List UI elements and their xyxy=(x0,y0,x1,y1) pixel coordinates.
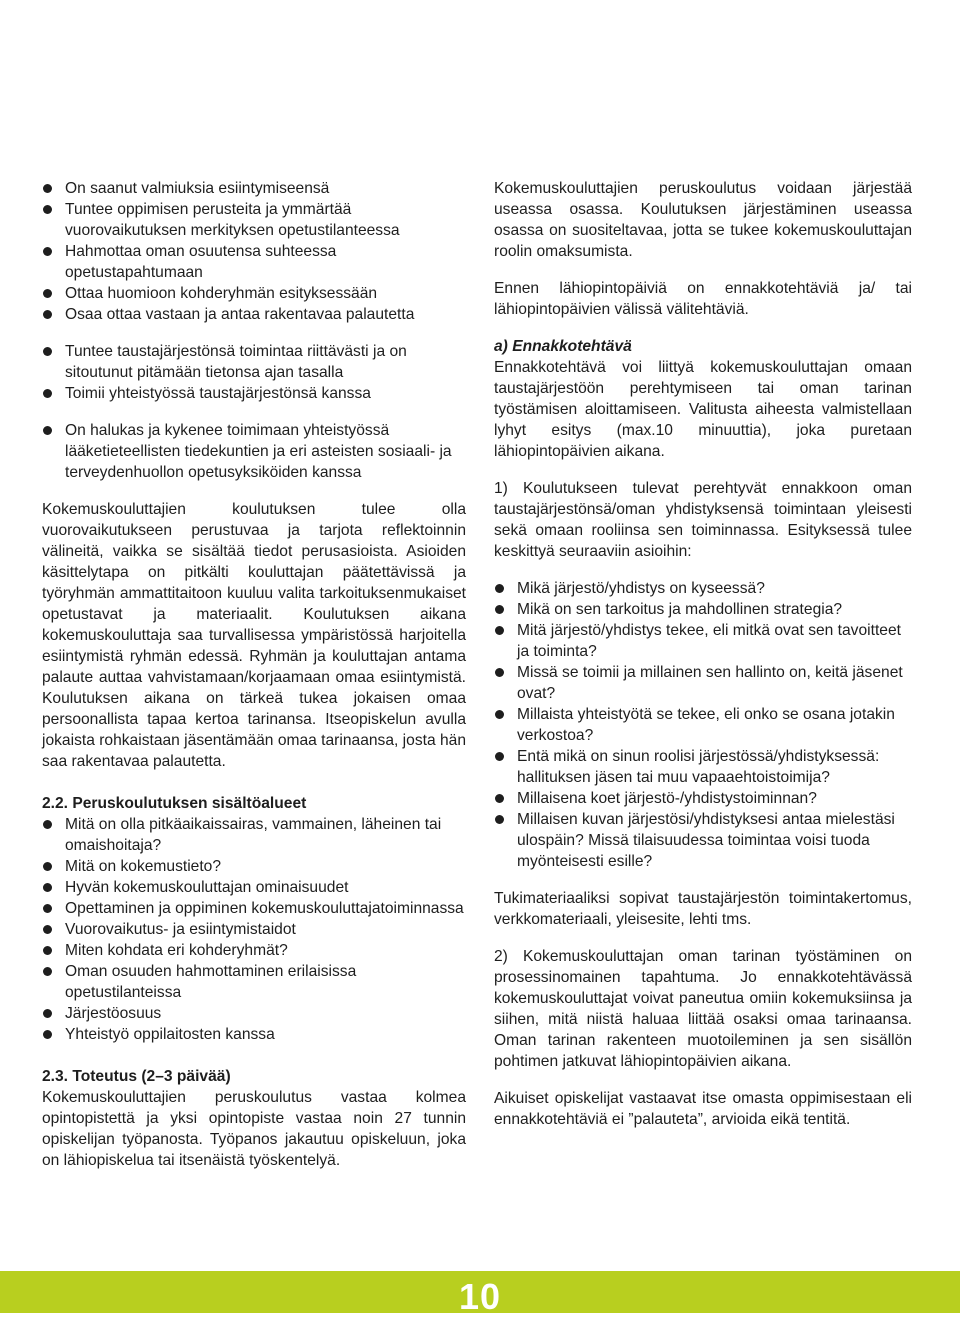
list-item: Opettaminen ja oppiminen kokemuskouluttajatoiminnassa xyxy=(42,898,466,919)
list-item: Yhteistyö oppilaitosten kanssa xyxy=(42,1024,466,1045)
intro-paragraph: Kokemuskouluttajien peruskoulutus voidaan järjestää useassa osassa. Koulutuksen järjestäminen useassa osassa on suositeltavaa, jotta se tukee kokemuskouluttajan roolin omaksumista. xyxy=(494,180,912,260)
pre-task-paragraph: Ennen lähiopintopäiviä on ennakkotehtäviä ja/ tai lähiopintopäivien välissä välitehtäviä. xyxy=(494,280,912,318)
list-item: Järjestöosuus xyxy=(42,1003,466,1024)
list-item: Millaisen kuvan järjestösi/yhdistyksesi antaa mielestäsi ulospäin? Missä tilaisuudessa toimintaa voisi tuoda myönteisesti esille? xyxy=(494,809,912,872)
page-number: 10 xyxy=(458,1276,502,1317)
list-item: Mitä on kokemustieto? xyxy=(42,856,466,877)
list-item: Tuntee oppimisen perusteita ja ymmärtää vuorovaikutuksen merkityksen opetustilanteessa xyxy=(42,199,466,241)
section-heading-2-2: 2.2. Peruskoulutuksen sisältöalueet xyxy=(42,795,307,812)
support-material-paragraph: Tukimateriaaliksi sopivat taustajärjestön toimintakertomus, verkkomateriaali, yleisesite, lehti tms. xyxy=(494,890,912,928)
right-column xyxy=(494,178,912,1130)
list-item: Millaisena koet järjestö-/yhdistystoiminnan? xyxy=(494,788,912,809)
objectives-list-3 xyxy=(42,420,466,483)
left-column xyxy=(42,178,466,1171)
list-item: On halukas ja kykenee toimimaan yhteistyössä lääketieteellisten tiedekuntien ja eri asteisten sosiaali- ja terveydenhuollon opetusyksiköiden kanssa xyxy=(42,420,466,483)
list-item: Tuntee taustajärjestönsä toimintaa riittävästi ja on sitoutunut pitämään tietonsa ajan tasalla xyxy=(42,341,466,383)
list-item: Toimii yhteistyössä taustajärjestönsä kanssa xyxy=(42,383,466,404)
objectives-list-2 xyxy=(42,341,466,404)
list-item: Miten kohdata eri kohderyhmät? xyxy=(42,940,466,961)
list-item: Hyvän kokemuskouluttajan ominaisuudet xyxy=(42,877,466,898)
task-2-paragraph: 2) Kokemuskouluttajan oman tarinan työstäminen on prosessinomainen tapahtuma. Jo ennakkotehtävässä kokemuskouluttajat voivat paneutua omiin kokemuksiinsa ja siihen, mitä niistä haluaa liittää osaksi omaa tarinaansa. Oman tarinan rakenteen muotoileminen ja sen sisällön pohtimen jatkuvat lähiopintopäivien aikana. xyxy=(494,948,912,1070)
training-paragraph: Kokemuskouluttajien koulutuksen tulee olla vuorovaikutukseen perustuvaa ja tarjota reflektoinnin välineitä, vaikka se sisältää tiedot perusasioista. Asioiden käsittelytapa on pitkälti kouluttajan päätettävissä ja työryhmän ammattitaitoon kuuluu valita tarkoituksenmukaiset opetustavat ja materiaalit. Koulutuksen aikana kokemuskouluttaja saa turvallisessa ympäristössä harjoitella esiintymistä ryhmän edessä. Ryhmän ja kouluttajan antama palaute auttaa vahvistamaan/korjaamaan omaa esiintymistä. Koulutuksen aikana on tärkeä tukea jokaisen omaa persoonallista tapaa kertoa tarinansa. Itseopiskelun avulla jokaista rohkaistaan jäsentämään omaa tarinaansa, josta hän saa rakentavaa palautetta. xyxy=(42,501,466,770)
list-item: On saanut valmiuksia esiintymiseensä xyxy=(42,178,466,199)
list-item: Hahmottaa oman osuutensa suhteessa opetustapahtumaan xyxy=(42,241,466,283)
implementation-paragraph: Kokemuskouluttajien peruskoulutus vastaa kolmea opintopistettä ja yksi opintopiste vastaa noin 27 tunnin opiskelijan työpanosta. Työpanos jakautuu opiskeluun, joka on lähiopiskelua tai itsenäistä työskentelyä. xyxy=(42,1089,466,1169)
list-item: Oman osuuden hahmottaminen erilaisissa opetustilanteissa xyxy=(42,961,466,1003)
pre-task-description: Ennakkotehtävä voi liittyä kokemuskouluttajan omaan taustajärjestöön perehtymiseen tai oman tarinan työstämisen aloittamiseen. Valitusta aiheesta valmistellaan lyhyt esitys (max.10 minuuttia), joka puretaan lähiopintopäivien aikana. xyxy=(494,359,912,460)
list-item: Mitä järjestö/yhdistys tekee, eli mitkä ovat sen tavoitteet ja toiminta? xyxy=(494,620,912,662)
content-areas-list xyxy=(42,814,466,1045)
list-item: Vuorovaikutus- ja esiintymistaidot xyxy=(42,919,466,940)
list-item: Ottaa huomioon kohderyhmän esityksessään xyxy=(42,283,466,304)
list-item: Entä mikä on sinun roolisi järjestössä/yhdistyksessä: hallituksen jäsen tai muu vapaaehtoistoimija? xyxy=(494,746,912,788)
task-1-paragraph: 1) Koulutukseen tulevat perehtyvät ennakkoon oman taustajärjestönsä/oman yhdistyksensä toimintaan yleisesti sekä omaan rooliinsa sen toiminnassa. Esityksessä tulee keskittyä seuraaviin asioihin: xyxy=(494,480,912,560)
list-item: Millaista yhteistyötä se tekee, eli onko se osana jotakin verkostoa? xyxy=(494,704,912,746)
adult-learners-paragraph: Aikuiset opiskelijat vastaavat itse omasta oppimisestaan eli ennakkotehtäviä ei ”palauteta”, arvioida eikä tentitä. xyxy=(494,1090,912,1128)
questions-list xyxy=(494,578,912,872)
list-item: Mikä on sen tarkoitus ja mahdollinen strategia? xyxy=(494,599,912,620)
list-item: Mitä on olla pitkäaikaissairas, vammainen, läheinen tai omaishoitaja? xyxy=(42,814,466,856)
section-heading-2-3: 2.3. Toteutus (2–3 päivää) xyxy=(42,1068,231,1085)
list-item: Osaa ottaa vastaan ja antaa rakentavaa palautetta xyxy=(42,304,466,325)
list-item: Missä se toimii ja millainen sen hallinto on, keitä jäsenet ovat? xyxy=(494,662,912,704)
list-item: Mikä järjestö/yhdistys on kyseessä? xyxy=(494,578,912,599)
objectives-list-1 xyxy=(42,178,466,325)
footer-band xyxy=(0,1271,960,1317)
section-heading-a: a) Ennakkotehtävä xyxy=(494,338,632,355)
